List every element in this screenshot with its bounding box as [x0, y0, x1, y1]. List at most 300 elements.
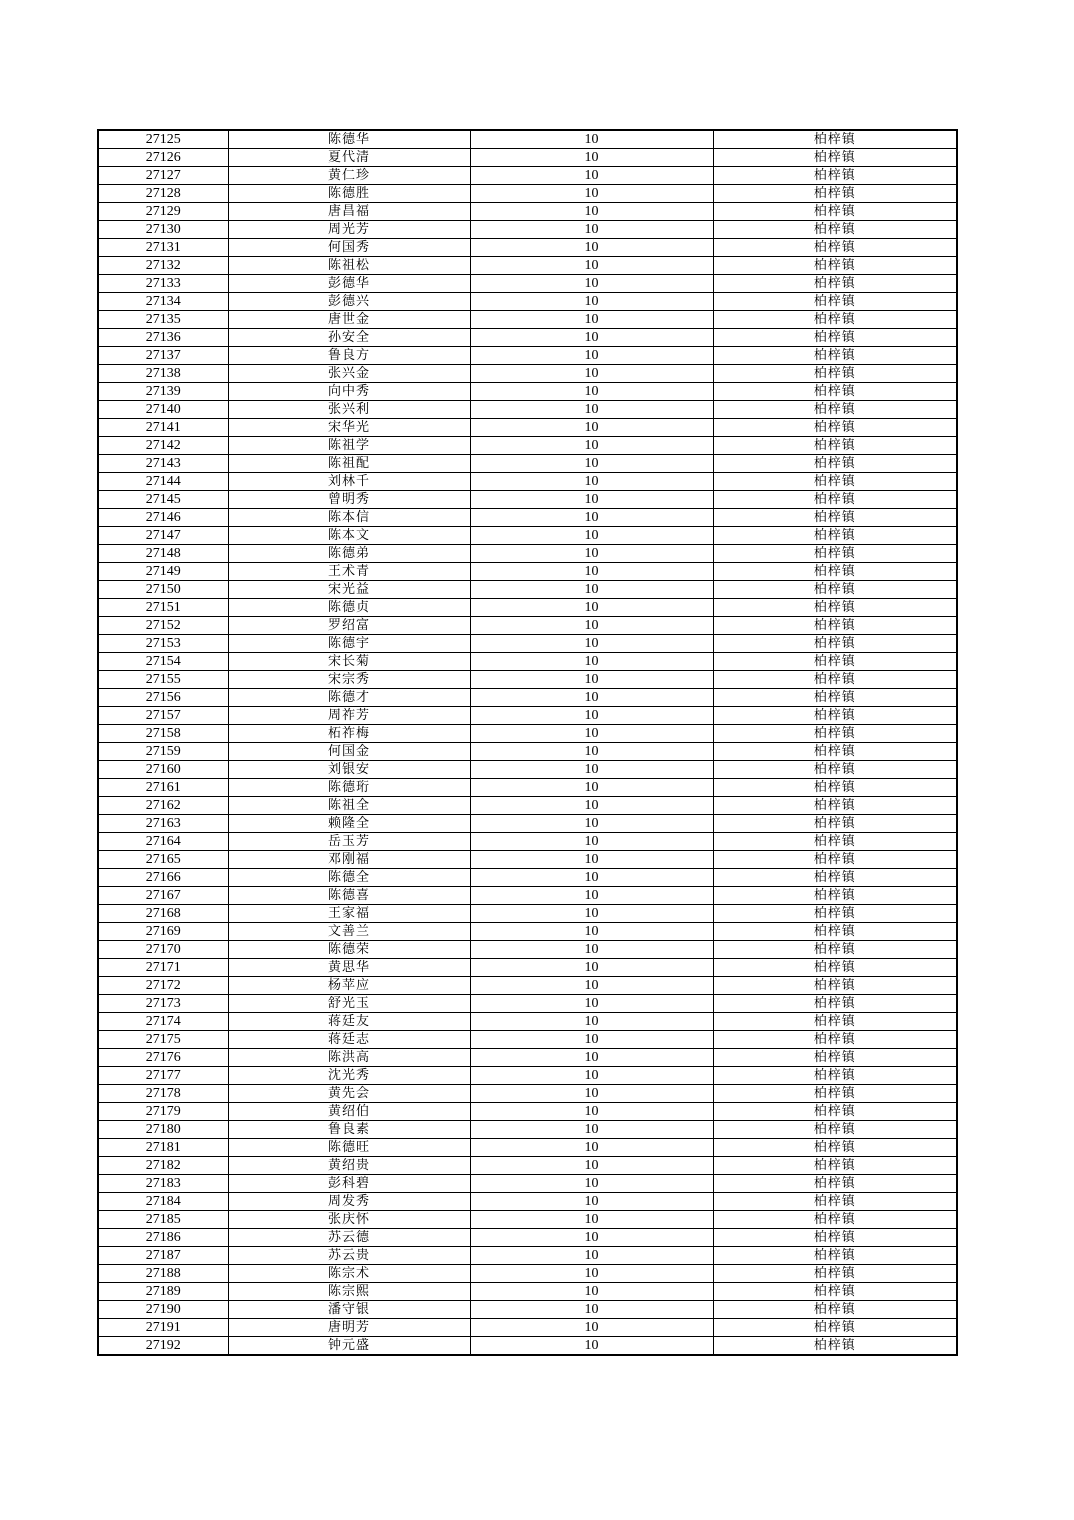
table-row — [98, 1157, 957, 1175]
person-name-cell: 陈德旺 — [228, 1139, 470, 1157]
amount-cell: 10 — [470, 923, 713, 941]
township-cell: 柏梓镇 — [713, 1031, 957, 1049]
table-row — [98, 689, 957, 707]
table-row — [98, 491, 957, 509]
table-row — [98, 617, 957, 635]
row-number-cell: 27135 — [98, 311, 228, 329]
row-number-cell: 27159 — [98, 743, 228, 761]
township-cell: 柏梓镇 — [713, 383, 957, 401]
row-number-cell: 27171 — [98, 959, 228, 977]
row-number-cell: 27187 — [98, 1247, 228, 1265]
township-cell: 柏梓镇 — [713, 203, 957, 221]
amount-cell: 10 — [470, 1067, 713, 1085]
amount-cell: 10 — [470, 815, 713, 833]
person-name-cell: 陈宗熙 — [228, 1283, 470, 1301]
amount-cell: 10 — [470, 1247, 713, 1265]
table-row — [98, 437, 957, 455]
table-row — [98, 509, 957, 527]
township-cell: 柏梓镇 — [713, 887, 957, 905]
amount-cell: 10 — [470, 419, 713, 437]
row-number-cell: 27156 — [98, 689, 228, 707]
table-row — [98, 1139, 957, 1157]
amount-cell: 10 — [470, 1175, 713, 1193]
table-row — [98, 779, 957, 797]
row-number-cell: 27142 — [98, 437, 228, 455]
table-row — [98, 869, 957, 887]
row-number-cell: 27185 — [98, 1211, 228, 1229]
amount-cell: 10 — [470, 545, 713, 563]
table-row — [98, 725, 957, 743]
person-name-cell: 陈德胜 — [228, 185, 470, 203]
township-cell: 柏梓镇 — [713, 401, 957, 419]
table-row — [98, 221, 957, 239]
row-number-cell: 27152 — [98, 617, 228, 635]
amount-cell: 10 — [470, 311, 713, 329]
amount-cell: 10 — [470, 995, 713, 1013]
township-cell: 柏梓镇 — [713, 329, 957, 347]
person-name-cell: 潘守银 — [228, 1301, 470, 1319]
amount-cell: 10 — [470, 1013, 713, 1031]
row-number-cell: 27179 — [98, 1103, 228, 1121]
amount-cell: 10 — [470, 581, 713, 599]
township-cell: 柏梓镇 — [713, 455, 957, 473]
amount-cell: 10 — [470, 563, 713, 581]
person-name-cell: 唐世金 — [228, 311, 470, 329]
person-name-cell: 柘祚梅 — [228, 725, 470, 743]
amount-cell: 10 — [470, 1229, 713, 1247]
person-name-cell: 陈祖学 — [228, 437, 470, 455]
amount-cell: 10 — [470, 257, 713, 275]
table-row — [98, 797, 957, 815]
township-cell: 柏梓镇 — [713, 185, 957, 203]
row-number-cell: 27170 — [98, 941, 228, 959]
table-row — [98, 887, 957, 905]
table-row — [98, 1103, 957, 1121]
township-cell: 柏梓镇 — [713, 419, 957, 437]
row-number-cell: 27175 — [98, 1031, 228, 1049]
person-name-cell: 黄先会 — [228, 1085, 470, 1103]
person-name-cell: 陈祖松 — [228, 257, 470, 275]
table-row — [98, 581, 957, 599]
table-row — [98, 995, 957, 1013]
township-cell: 柏梓镇 — [713, 707, 957, 725]
township-cell: 柏梓镇 — [713, 509, 957, 527]
person-name-cell: 陈德喜 — [228, 887, 470, 905]
person-name-cell: 刘林千 — [228, 473, 470, 491]
person-name-cell: 钟元盛 — [228, 1337, 470, 1356]
table-row — [98, 815, 957, 833]
table-row — [98, 1031, 957, 1049]
amount-cell: 10 — [470, 671, 713, 689]
row-number-cell: 27149 — [98, 563, 228, 581]
table-row — [98, 1013, 957, 1031]
amount-cell: 10 — [470, 761, 713, 779]
amount-cell: 10 — [470, 185, 713, 203]
person-name-cell: 王术青 — [228, 563, 470, 581]
table-row — [98, 329, 957, 347]
amount-cell: 10 — [470, 1319, 713, 1337]
row-number-cell: 27173 — [98, 995, 228, 1013]
amount-cell: 10 — [470, 347, 713, 365]
table-row — [98, 455, 957, 473]
person-name-cell: 黄思华 — [228, 959, 470, 977]
township-cell: 柏梓镇 — [713, 1175, 957, 1193]
row-number-cell: 27182 — [98, 1157, 228, 1175]
row-number-cell: 27161 — [98, 779, 228, 797]
table-row — [98, 977, 957, 995]
row-number-cell: 27139 — [98, 383, 228, 401]
township-cell: 柏梓镇 — [713, 599, 957, 617]
person-name-cell: 何国金 — [228, 743, 470, 761]
table-row — [98, 1301, 957, 1319]
amount-cell: 10 — [470, 653, 713, 671]
township-cell: 柏梓镇 — [713, 941, 957, 959]
person-name-cell: 宋光益 — [228, 581, 470, 599]
row-number-cell: 27158 — [98, 725, 228, 743]
township-cell: 柏梓镇 — [713, 1283, 957, 1301]
township-cell: 柏梓镇 — [713, 671, 957, 689]
table-row — [98, 599, 957, 617]
row-number-cell: 27160 — [98, 761, 228, 779]
amount-cell: 10 — [470, 1139, 713, 1157]
table-row — [98, 311, 957, 329]
township-cell: 柏梓镇 — [713, 743, 957, 761]
township-cell: 柏梓镇 — [713, 995, 957, 1013]
township-cell: 柏梓镇 — [713, 149, 957, 167]
row-number-cell: 27125 — [98, 130, 228, 149]
row-number-cell: 27136 — [98, 329, 228, 347]
amount-cell: 10 — [470, 203, 713, 221]
amount-cell: 10 — [470, 239, 713, 257]
row-number-cell: 27183 — [98, 1175, 228, 1193]
person-name-cell: 沈光秀 — [228, 1067, 470, 1085]
township-cell: 柏梓镇 — [713, 437, 957, 455]
row-number-cell: 27167 — [98, 887, 228, 905]
amount-cell: 10 — [470, 275, 713, 293]
amount-cell: 10 — [470, 1157, 713, 1175]
township-cell: 柏梓镇 — [713, 1337, 957, 1356]
table-row — [98, 1283, 957, 1301]
table-row — [98, 743, 957, 761]
row-number-cell: 27134 — [98, 293, 228, 311]
row-number-cell: 27137 — [98, 347, 228, 365]
person-name-cell: 陈德弟 — [228, 545, 470, 563]
table-row — [98, 851, 957, 869]
township-cell: 柏梓镇 — [713, 869, 957, 887]
person-name-cell: 陈祖配 — [228, 455, 470, 473]
township-cell: 柏梓镇 — [713, 905, 957, 923]
amount-cell: 10 — [470, 851, 713, 869]
amount-cell: 10 — [470, 473, 713, 491]
amount-cell: 10 — [470, 221, 713, 239]
table-row — [98, 239, 957, 257]
amount-cell: 10 — [470, 689, 713, 707]
row-number-cell: 27186 — [98, 1229, 228, 1247]
row-number-cell: 27130 — [98, 221, 228, 239]
row-number-cell: 27138 — [98, 365, 228, 383]
person-name-cell: 苏云德 — [228, 1229, 470, 1247]
amount-cell: 10 — [470, 941, 713, 959]
township-cell: 柏梓镇 — [713, 1211, 957, 1229]
township-cell: 柏梓镇 — [713, 130, 957, 149]
row-number-cell: 27150 — [98, 581, 228, 599]
table-row — [98, 905, 957, 923]
table-row — [98, 149, 957, 167]
township-cell: 柏梓镇 — [713, 1103, 957, 1121]
row-number-cell: 27180 — [98, 1121, 228, 1139]
amount-cell: 10 — [470, 437, 713, 455]
township-cell: 柏梓镇 — [713, 581, 957, 599]
amount-cell: 10 — [470, 491, 713, 509]
person-name-cell: 罗绍富 — [228, 617, 470, 635]
row-number-cell: 27128 — [98, 185, 228, 203]
table-row — [98, 401, 957, 419]
township-cell: 柏梓镇 — [713, 1193, 957, 1211]
amount-cell: 10 — [470, 1049, 713, 1067]
table-row — [98, 1265, 957, 1283]
township-cell: 柏梓镇 — [713, 1085, 957, 1103]
township-cell: 柏梓镇 — [713, 293, 957, 311]
table-row — [98, 671, 957, 689]
amount-cell: 10 — [470, 1121, 713, 1139]
table-row — [98, 1175, 957, 1193]
table-row — [98, 527, 957, 545]
person-name-cell: 张兴金 — [228, 365, 470, 383]
amount-cell: 10 — [470, 833, 713, 851]
person-name-cell: 彭德华 — [228, 275, 470, 293]
person-name-cell: 王家福 — [228, 905, 470, 923]
person-name-cell: 蒋廷志 — [228, 1031, 470, 1049]
township-cell: 柏梓镇 — [713, 977, 957, 995]
row-number-cell: 27168 — [98, 905, 228, 923]
row-number-cell: 27176 — [98, 1049, 228, 1067]
amount-cell: 10 — [470, 887, 713, 905]
row-number-cell: 27189 — [98, 1283, 228, 1301]
person-name-cell: 周发秀 — [228, 1193, 470, 1211]
township-cell: 柏梓镇 — [713, 257, 957, 275]
table-row — [98, 1229, 957, 1247]
table-row — [98, 203, 957, 221]
roster-table — [97, 129, 958, 1356]
amount-cell: 10 — [470, 1031, 713, 1049]
person-name-cell: 陈祖全 — [228, 797, 470, 815]
person-name-cell: 唐昌福 — [228, 203, 470, 221]
row-number-cell: 27165 — [98, 851, 228, 869]
row-number-cell: 27192 — [98, 1337, 228, 1356]
person-name-cell: 宋长菊 — [228, 653, 470, 671]
table-row — [98, 167, 957, 185]
person-name-cell: 岳玉芳 — [228, 833, 470, 851]
table-row — [98, 293, 957, 311]
table-row — [98, 923, 957, 941]
amount-cell: 10 — [470, 149, 713, 167]
table-row — [98, 707, 957, 725]
township-cell: 柏梓镇 — [713, 689, 957, 707]
row-number-cell: 27133 — [98, 275, 228, 293]
township-cell: 柏梓镇 — [713, 779, 957, 797]
row-number-cell: 27172 — [98, 977, 228, 995]
table-row — [98, 347, 957, 365]
row-number-cell: 27191 — [98, 1319, 228, 1337]
person-name-cell: 黄绍贵 — [228, 1157, 470, 1175]
township-cell: 柏梓镇 — [713, 1049, 957, 1067]
person-name-cell: 向中秀 — [228, 383, 470, 401]
person-name-cell: 黄仁珍 — [228, 167, 470, 185]
amount-cell: 10 — [470, 779, 713, 797]
row-number-cell: 27153 — [98, 635, 228, 653]
township-cell: 柏梓镇 — [713, 923, 957, 941]
person-name-cell: 陈宗术 — [228, 1265, 470, 1283]
row-number-cell: 27129 — [98, 203, 228, 221]
amount-cell: 10 — [470, 797, 713, 815]
row-number-cell: 27127 — [98, 167, 228, 185]
person-name-cell: 夏代清 — [228, 149, 470, 167]
person-name-cell: 陈德才 — [228, 689, 470, 707]
amount-cell: 10 — [470, 1301, 713, 1319]
table-row — [98, 1193, 957, 1211]
township-cell: 柏梓镇 — [713, 653, 957, 671]
person-name-cell: 周光芳 — [228, 221, 470, 239]
table-row — [98, 365, 957, 383]
amount-cell: 10 — [470, 401, 713, 419]
row-number-cell: 27154 — [98, 653, 228, 671]
township-cell: 柏梓镇 — [713, 1067, 957, 1085]
township-cell: 柏梓镇 — [713, 833, 957, 851]
amount-cell: 10 — [470, 599, 713, 617]
table-row — [98, 419, 957, 437]
amount-cell: 10 — [470, 1085, 713, 1103]
person-name-cell: 蒋廷友 — [228, 1013, 470, 1031]
person-name-cell: 何国秀 — [228, 239, 470, 257]
table-row — [98, 130, 957, 149]
amount-cell: 10 — [470, 455, 713, 473]
person-name-cell: 陈本文 — [228, 527, 470, 545]
roster-table-body — [98, 130, 957, 1355]
township-cell: 柏梓镇 — [713, 1121, 957, 1139]
person-name-cell: 刘银安 — [228, 761, 470, 779]
township-cell: 柏梓镇 — [713, 725, 957, 743]
row-number-cell: 27126 — [98, 149, 228, 167]
table-row — [98, 563, 957, 581]
table-row — [98, 653, 957, 671]
row-number-cell: 27166 — [98, 869, 228, 887]
table-row — [98, 1337, 957, 1356]
township-cell: 柏梓镇 — [713, 1229, 957, 1247]
amount-cell: 10 — [470, 509, 713, 527]
amount-cell: 10 — [470, 527, 713, 545]
township-cell: 柏梓镇 — [713, 365, 957, 383]
person-name-cell: 彭德兴 — [228, 293, 470, 311]
amount-cell: 10 — [470, 905, 713, 923]
row-number-cell: 27164 — [98, 833, 228, 851]
amount-cell: 10 — [470, 743, 713, 761]
township-cell: 柏梓镇 — [713, 311, 957, 329]
township-cell: 柏梓镇 — [713, 1319, 957, 1337]
amount-cell: 10 — [470, 1211, 713, 1229]
township-cell: 柏梓镇 — [713, 1247, 957, 1265]
person-name-cell: 彭科碧 — [228, 1175, 470, 1193]
person-name-cell: 张庆怀 — [228, 1211, 470, 1229]
amount-cell: 10 — [470, 329, 713, 347]
township-cell: 柏梓镇 — [713, 1013, 957, 1031]
person-name-cell: 陈德华 — [228, 130, 470, 149]
township-cell: 柏梓镇 — [713, 527, 957, 545]
amount-cell: 10 — [470, 1265, 713, 1283]
row-number-cell: 27131 — [98, 239, 228, 257]
township-cell: 柏梓镇 — [713, 1157, 957, 1175]
person-name-cell: 宋华光 — [228, 419, 470, 437]
table-row — [98, 635, 957, 653]
person-name-cell: 鲁良方 — [228, 347, 470, 365]
township-cell: 柏梓镇 — [713, 347, 957, 365]
row-number-cell: 27169 — [98, 923, 228, 941]
row-number-cell: 27144 — [98, 473, 228, 491]
table-row — [98, 1319, 957, 1337]
table-row — [98, 473, 957, 491]
row-number-cell: 27163 — [98, 815, 228, 833]
row-number-cell: 27148 — [98, 545, 228, 563]
person-name-cell: 舒光玉 — [228, 995, 470, 1013]
township-cell: 柏梓镇 — [713, 1265, 957, 1283]
township-cell: 柏梓镇 — [713, 473, 957, 491]
table-row — [98, 185, 957, 203]
amount-cell: 10 — [470, 1283, 713, 1301]
person-name-cell: 张兴利 — [228, 401, 470, 419]
row-number-cell: 27132 — [98, 257, 228, 275]
person-name-cell: 陈德珩 — [228, 779, 470, 797]
township-cell: 柏梓镇 — [713, 545, 957, 563]
row-number-cell: 27140 — [98, 401, 228, 419]
row-number-cell: 27157 — [98, 707, 228, 725]
amount-cell: 10 — [470, 617, 713, 635]
person-name-cell: 陈洪高 — [228, 1049, 470, 1067]
table-row — [98, 1085, 957, 1103]
table-row — [98, 1067, 957, 1085]
township-cell: 柏梓镇 — [713, 797, 957, 815]
table-row — [98, 257, 957, 275]
township-cell: 柏梓镇 — [713, 275, 957, 293]
amount-cell: 10 — [470, 1103, 713, 1121]
township-cell: 柏梓镇 — [713, 239, 957, 257]
row-number-cell: 27177 — [98, 1067, 228, 1085]
row-number-cell: 27145 — [98, 491, 228, 509]
person-name-cell: 陈本信 — [228, 509, 470, 527]
township-cell: 柏梓镇 — [713, 167, 957, 185]
person-name-cell: 杨苹应 — [228, 977, 470, 995]
row-number-cell: 27190 — [98, 1301, 228, 1319]
amount-cell: 10 — [470, 725, 713, 743]
row-number-cell: 27143 — [98, 455, 228, 473]
row-number-cell: 27184 — [98, 1193, 228, 1211]
table-row — [98, 761, 957, 779]
table-row — [98, 545, 957, 563]
row-number-cell: 27174 — [98, 1013, 228, 1031]
row-number-cell: 27147 — [98, 527, 228, 545]
township-cell: 柏梓镇 — [713, 491, 957, 509]
table-row — [98, 275, 957, 293]
amount-cell: 10 — [470, 167, 713, 185]
amount-cell: 10 — [470, 1193, 713, 1211]
person-name-cell: 苏云贵 — [228, 1247, 470, 1265]
row-number-cell: 27146 — [98, 509, 228, 527]
township-cell: 柏梓镇 — [713, 221, 957, 239]
person-name-cell: 赖隆全 — [228, 815, 470, 833]
township-cell: 柏梓镇 — [713, 761, 957, 779]
amount-cell: 10 — [470, 383, 713, 401]
person-name-cell: 宋宗秀 — [228, 671, 470, 689]
person-name-cell: 陈德全 — [228, 869, 470, 887]
township-cell: 柏梓镇 — [713, 815, 957, 833]
